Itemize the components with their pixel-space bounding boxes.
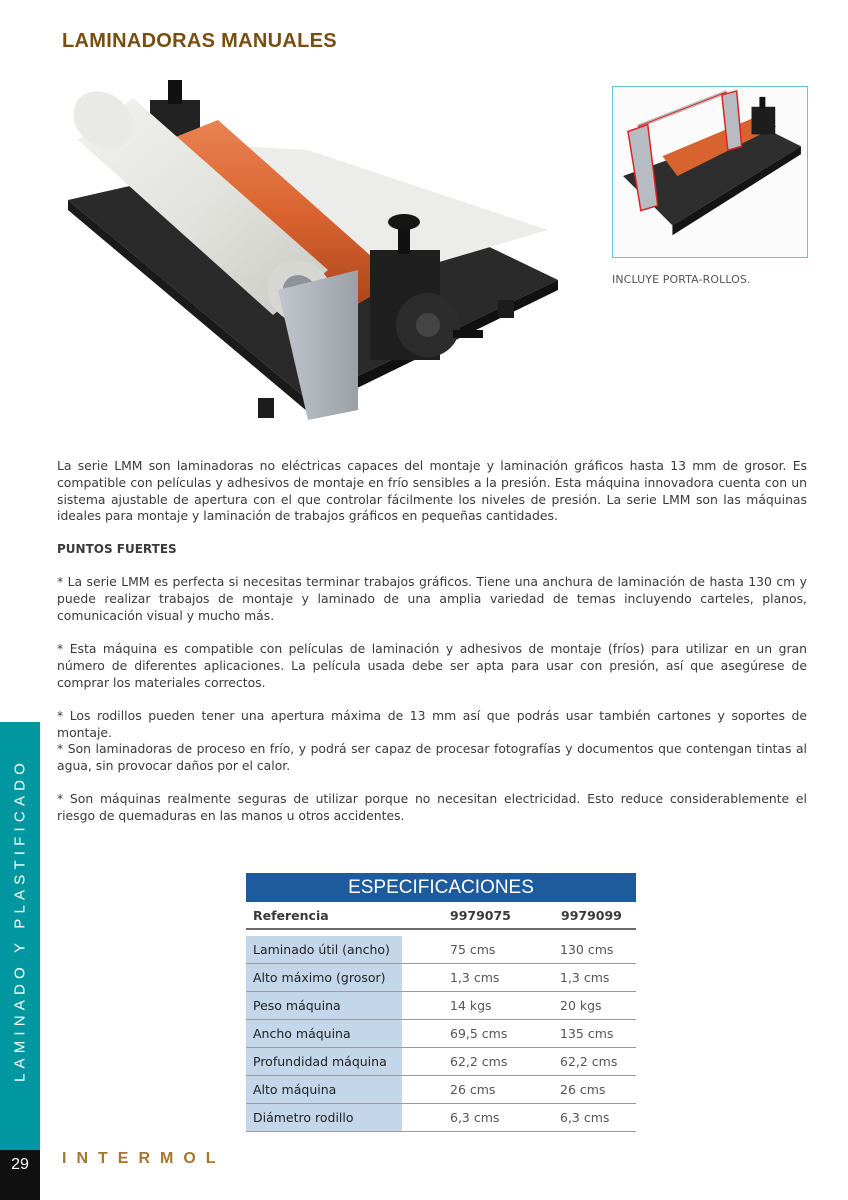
intro-paragraph: La serie LMM son laminadoras no eléctricas capaces del montaje y laminación gráficos hasta 13 mm de grosor. Es compatible con películas y adhesivos de montaje en frío sensibles a la presión. Esta máquina innovadora cuenta con un sistema ajustable de apertura con el que controlar fácilmente los niveles de presión. La serie LMM son las máquinas ideales para montaje y laminación de trabajos gráficos en pequeñas cantidades. bbox=[57, 458, 807, 524]
header-cell: Referencia bbox=[253, 907, 329, 923]
specs-title: ESPECIFICACIONES bbox=[246, 873, 636, 902]
spec-value: 14 kgs bbox=[450, 998, 492, 1013]
table-row bbox=[246, 964, 636, 992]
table-row bbox=[246, 1104, 636, 1132]
inset-caption: INCLUYE PORTA-ROLLOS. bbox=[612, 273, 751, 286]
header-cell: 9979099 bbox=[561, 907, 622, 923]
porta-rollos-photo bbox=[612, 86, 808, 258]
spec-value: 6,3 cms bbox=[450, 1110, 500, 1125]
spec-value: 62,2 cms bbox=[560, 1054, 618, 1069]
specs-header-row bbox=[246, 902, 636, 930]
table-row bbox=[246, 1020, 636, 1048]
spec-label: Peso máquina bbox=[246, 992, 402, 1019]
spec-value: 1,3 cms bbox=[450, 970, 500, 985]
spec-value: 26 cms bbox=[560, 1082, 606, 1097]
page-number: 29 bbox=[11, 1156, 29, 1173]
category-label: LAMINADO Y PLASTIFICADO bbox=[11, 757, 29, 1083]
spec-value: 135 cms bbox=[560, 1026, 614, 1041]
page-title: LAMINADORAS MANUALES bbox=[62, 30, 337, 52]
strength-point: * Los rodillos pueden tener una apertura máxima de 13 mm así que podrás usar también cartones y soportes de montaje. bbox=[57, 708, 807, 740]
brand-logo: INTERMOL bbox=[62, 1150, 226, 1167]
spec-value: 75 cms bbox=[450, 942, 496, 957]
table-row bbox=[246, 1076, 636, 1104]
spec-label: Profundidad máquina bbox=[246, 1048, 402, 1075]
specs-table bbox=[246, 873, 636, 1132]
strength-point: * Son máquinas realmente seguras de utilizar porque no necesitan electricidad. Esto reduce considerablemente el riesgo de quemaduras en las manos u otros accidentes. bbox=[57, 791, 807, 823]
strength-point: * Son laminadoras de proceso en frío, y podrá ser capaz de procesar fotografías y documentos que contengan tintas al agua, sin provocar daños por el calor. bbox=[57, 741, 807, 773]
strengths-heading: PUNTOS FUERTES bbox=[57, 542, 177, 556]
strength-point: * Esta máquina es compatible con películas de laminación y adhesivos de montaje (fríos) para utilizar en un gran número de diferentes aplicaciones. La película usada debe ser apta para usar con presión, así que asegúrese de comprar los materiales correctos. bbox=[57, 641, 807, 690]
spec-value: 69,5 cms bbox=[450, 1026, 508, 1041]
laminator-photo bbox=[58, 80, 578, 450]
spec-label: Diámetro rodillo bbox=[246, 1104, 402, 1131]
table-row bbox=[246, 1048, 636, 1076]
table-row bbox=[246, 992, 636, 1020]
spec-value: 1,3 cms bbox=[560, 970, 610, 985]
strength-point: * La serie LMM es perfecta si necesitas terminar trabajos gráficos. Tiene una anchura de laminación de hasta 130 cm y puede realizar trabajos de montaje y laminado de una amplia variedad de temas incluyendo carteles, planos, comunicación visual y mucho más. bbox=[57, 574, 807, 623]
spec-label: Alto máximo (grosor) bbox=[246, 964, 402, 991]
header-cell: 9979075 bbox=[450, 907, 511, 923]
spec-value: 6,3 cms bbox=[560, 1110, 610, 1125]
spec-label: Ancho máquina bbox=[246, 1020, 402, 1047]
spec-label: Alto máquina bbox=[246, 1076, 402, 1103]
table-row bbox=[246, 936, 636, 964]
spec-value: 62,2 cms bbox=[450, 1054, 508, 1069]
spec-value: 26 cms bbox=[450, 1082, 496, 1097]
spec-label: Laminado útil (ancho) bbox=[246, 936, 402, 963]
spec-value: 20 kgs bbox=[560, 998, 602, 1013]
spec-value: 130 cms bbox=[560, 942, 614, 957]
